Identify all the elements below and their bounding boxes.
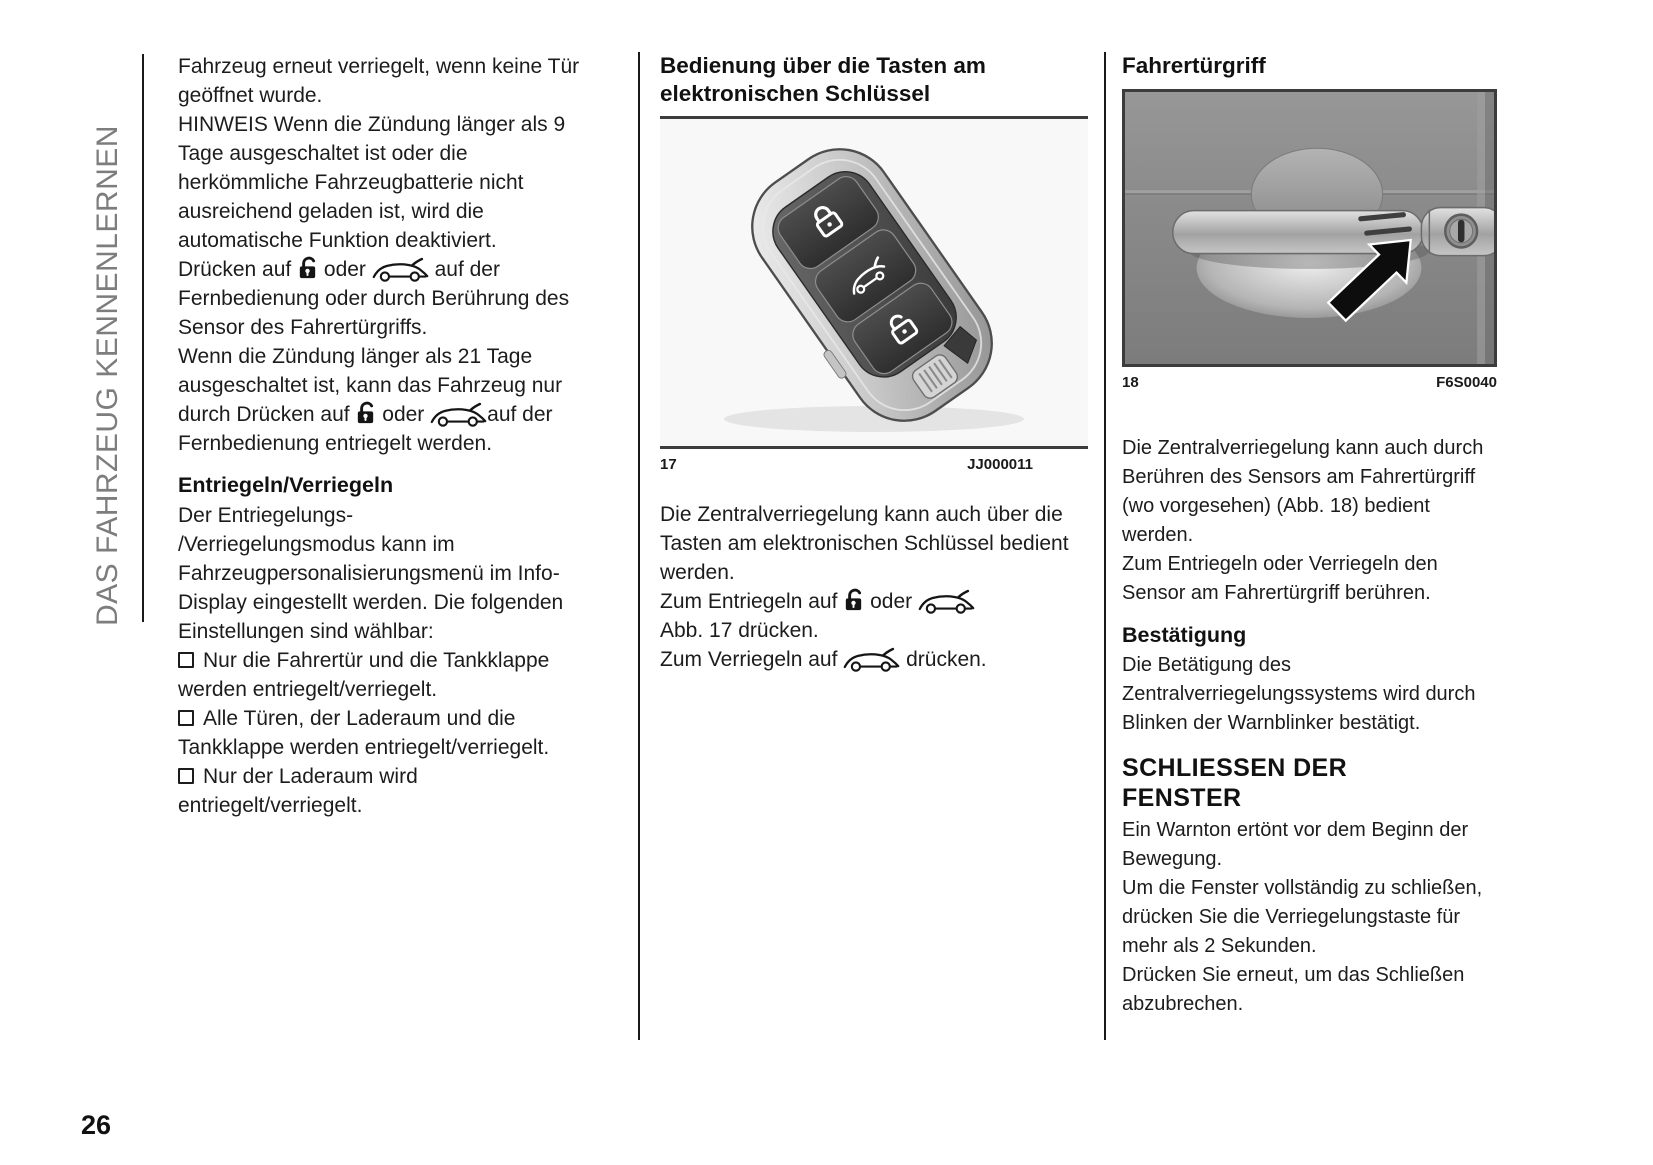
paragraph: Der Entriegelungs- /Verriegelungsmodus kann im Fahrzeugpersonalisierungsmenü im Info-Display eingestellt werden. Die folgenden Einstellungen sind wählbar: xyxy=(178,504,564,643)
section-title: Bedienung über die Tasten am elektronischen Schlüssel xyxy=(660,53,986,106)
list-item xyxy=(178,762,602,820)
figure-18-door-handle-image xyxy=(1122,89,1497,367)
figure-18-caption xyxy=(1122,374,1497,391)
paragraph: Um die Fenster vollständig zu schließen, drücken Sie die Verriegelungstaste für mehr als 2 Sekunden. xyxy=(1122,877,1483,957)
chapter-section-heading: SCHLIESSEN DER FENSTER xyxy=(1122,754,1348,812)
car-open-trunk-icon xyxy=(843,645,900,673)
chapter-sidebar-label: DAS FAHRZEUG KENNENLERNEN xyxy=(91,125,124,626)
square-bullet-icon xyxy=(178,652,194,668)
keyfob-illustration xyxy=(674,123,1074,443)
column-1 xyxy=(178,52,602,820)
figure-number: 18 xyxy=(1122,374,1139,391)
figure-17-keyfob-image xyxy=(660,116,1088,449)
unlock-icon xyxy=(355,400,376,426)
section-title: Fahrertürgriff xyxy=(1122,53,1266,78)
figure-code: F6S0040 xyxy=(1436,374,1497,391)
list-item-text: Nur der Laderaum wird entriegelt/verriegelt. xyxy=(178,765,418,817)
figure-code: JJ000011 xyxy=(967,456,1033,473)
car-open-trunk-icon xyxy=(372,255,429,283)
figure-17-caption xyxy=(660,456,1088,473)
paragraph: Drücken Sie erneut, um das Schließen abzubrechen. xyxy=(1122,964,1465,1015)
page-number: 26 xyxy=(81,1110,112,1140)
paragraph: Ein Warnton ertönt vor dem Beginn der Bewegung. xyxy=(1122,819,1469,870)
paragraph: Die Zentralverriegelung kann auch durch Berühren des Sensors am Fahrertürgriff (wo vorgesehen) (Abb. 18) bedient werden. xyxy=(1122,437,1484,546)
paragraph-with-icons: Zum Entriegeln auf oder Abb. 17 drücken. xyxy=(660,587,1088,645)
paragraph-with-icons: Wenn die Zündung länger als 21 Tage ausgeschaltet ist, kann das Fahrzeug nur durch Drücken auf oder auf der Fernbedienung entriegelt werden. xyxy=(178,345,563,455)
square-bullet-icon xyxy=(178,710,194,726)
section-heading: Bestätigung xyxy=(1122,623,1247,647)
square-bullet-icon xyxy=(178,768,194,784)
column-3 xyxy=(1122,52,1497,1019)
sidebar-rule xyxy=(142,54,144,622)
list-item xyxy=(178,704,602,762)
column-divider-2 xyxy=(1104,52,1106,1040)
paragraph: HINWEIS Wenn die Zündung länger als 9 Tage ausgeschaltet ist oder die herkömmliche Fahrzeugbatterie nicht ausreichend geladen ist, wird die automatische Funktion deaktiviert. xyxy=(178,113,566,252)
list-item-text: Alle Türen, der Laderaum und die Tankklappe werden entriegelt/verriegelt. xyxy=(178,707,550,759)
paragraph: Die Zentralverriegelung kann auch über die Tasten am elektronischen Schlüssel bedient werden. xyxy=(660,503,1069,584)
paragraph: Zum Entriegeln oder Verriegeln den Sensor am Fahrertürgriff berühren. xyxy=(1122,553,1438,604)
car-open-trunk-icon xyxy=(430,400,487,428)
column-2 xyxy=(660,52,1088,674)
car-open-trunk-icon xyxy=(918,587,975,615)
column-divider-1 xyxy=(638,52,640,1040)
list-item-text: Nur die Fahrertür und die Tankklappe werden entriegelt/verriegelt. xyxy=(178,649,550,701)
paragraph: Fahrzeug erneut verriegelt, wenn keine Tür geöffnet wurde. xyxy=(178,55,580,107)
unlock-icon xyxy=(297,255,318,281)
section-heading: Entriegeln/Verriegeln xyxy=(178,473,394,497)
paragraph-with-icons: Zum Verriegeln auf drücken. xyxy=(660,645,1088,674)
paragraph-with-icons: Drücken auf oder auf der Fernbedienung oder durch Berührung des Sensor des Fahrertürgriffs. xyxy=(178,255,602,342)
list-item xyxy=(178,646,602,704)
unlock-icon xyxy=(843,587,864,613)
figure-number: 17 xyxy=(660,456,677,473)
paragraph: Die Betätigung des Zentralverriegelungssystems wird durch Blinken der Warnblinker bestätigt. xyxy=(1122,654,1476,734)
door-handle-illustration xyxy=(1125,92,1494,364)
